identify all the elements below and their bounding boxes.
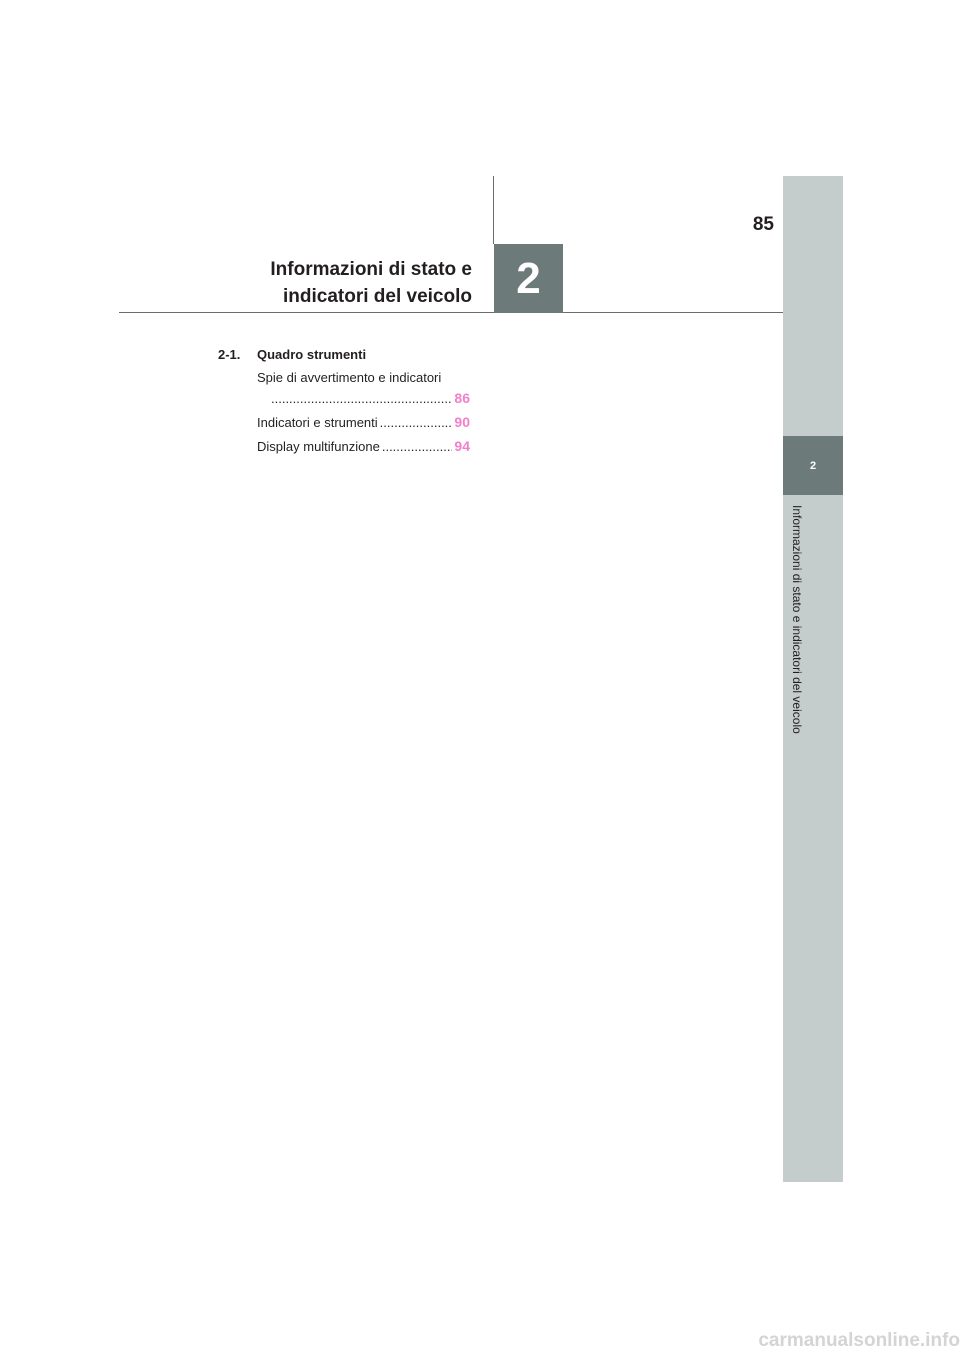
side-tab-chapter-number[interactable]: 2 bbox=[783, 436, 843, 495]
toc-entry-title: Display multifunzione bbox=[257, 439, 380, 454]
chapter-title-line-2: indicatori del veicolo bbox=[283, 286, 472, 307]
dot-leader bbox=[382, 437, 453, 457]
toc-entry-row bbox=[257, 412, 470, 433]
watermark: carmanualsonline.info bbox=[758, 1330, 960, 1351]
toc-entry-display[interactable] bbox=[257, 436, 470, 457]
page-number: 85 bbox=[752, 214, 774, 235]
toc-entry-title-row bbox=[257, 368, 470, 388]
dot-leader bbox=[271, 389, 452, 409]
toc-entry-indicatori[interactable] bbox=[257, 412, 470, 433]
toc-page-link[interactable]: 94 bbox=[454, 438, 470, 454]
toc-section-number: 2-1. bbox=[218, 347, 241, 362]
header-horizontal-rule bbox=[119, 312, 783, 313]
toc-entry-title: Indicatori e strumenti bbox=[257, 415, 378, 430]
dot-leader bbox=[380, 413, 453, 433]
chapter-title-line-1: Informazioni di stato e bbox=[270, 259, 472, 280]
toc-page-link[interactable]: 90 bbox=[454, 414, 470, 430]
toc-entry-title: Spie di avvertimento e indicatori bbox=[257, 370, 442, 385]
chapter-title bbox=[200, 256, 472, 310]
table-of-contents bbox=[218, 345, 470, 457]
toc-section-title: Quadro strumenti bbox=[257, 347, 367, 362]
side-tab-label: Informazioni di stato e indicatori del veicolo bbox=[790, 505, 804, 734]
toc-entry-row bbox=[257, 436, 470, 457]
toc-entry-leader-row bbox=[257, 388, 470, 409]
toc-entry-spie[interactable] bbox=[257, 368, 470, 409]
toc-section-heading bbox=[218, 345, 470, 365]
toc-page-link[interactable]: 86 bbox=[454, 390, 470, 406]
header-vertical-rule bbox=[493, 176, 494, 244]
chapter-number-box: 2 bbox=[494, 244, 563, 313]
